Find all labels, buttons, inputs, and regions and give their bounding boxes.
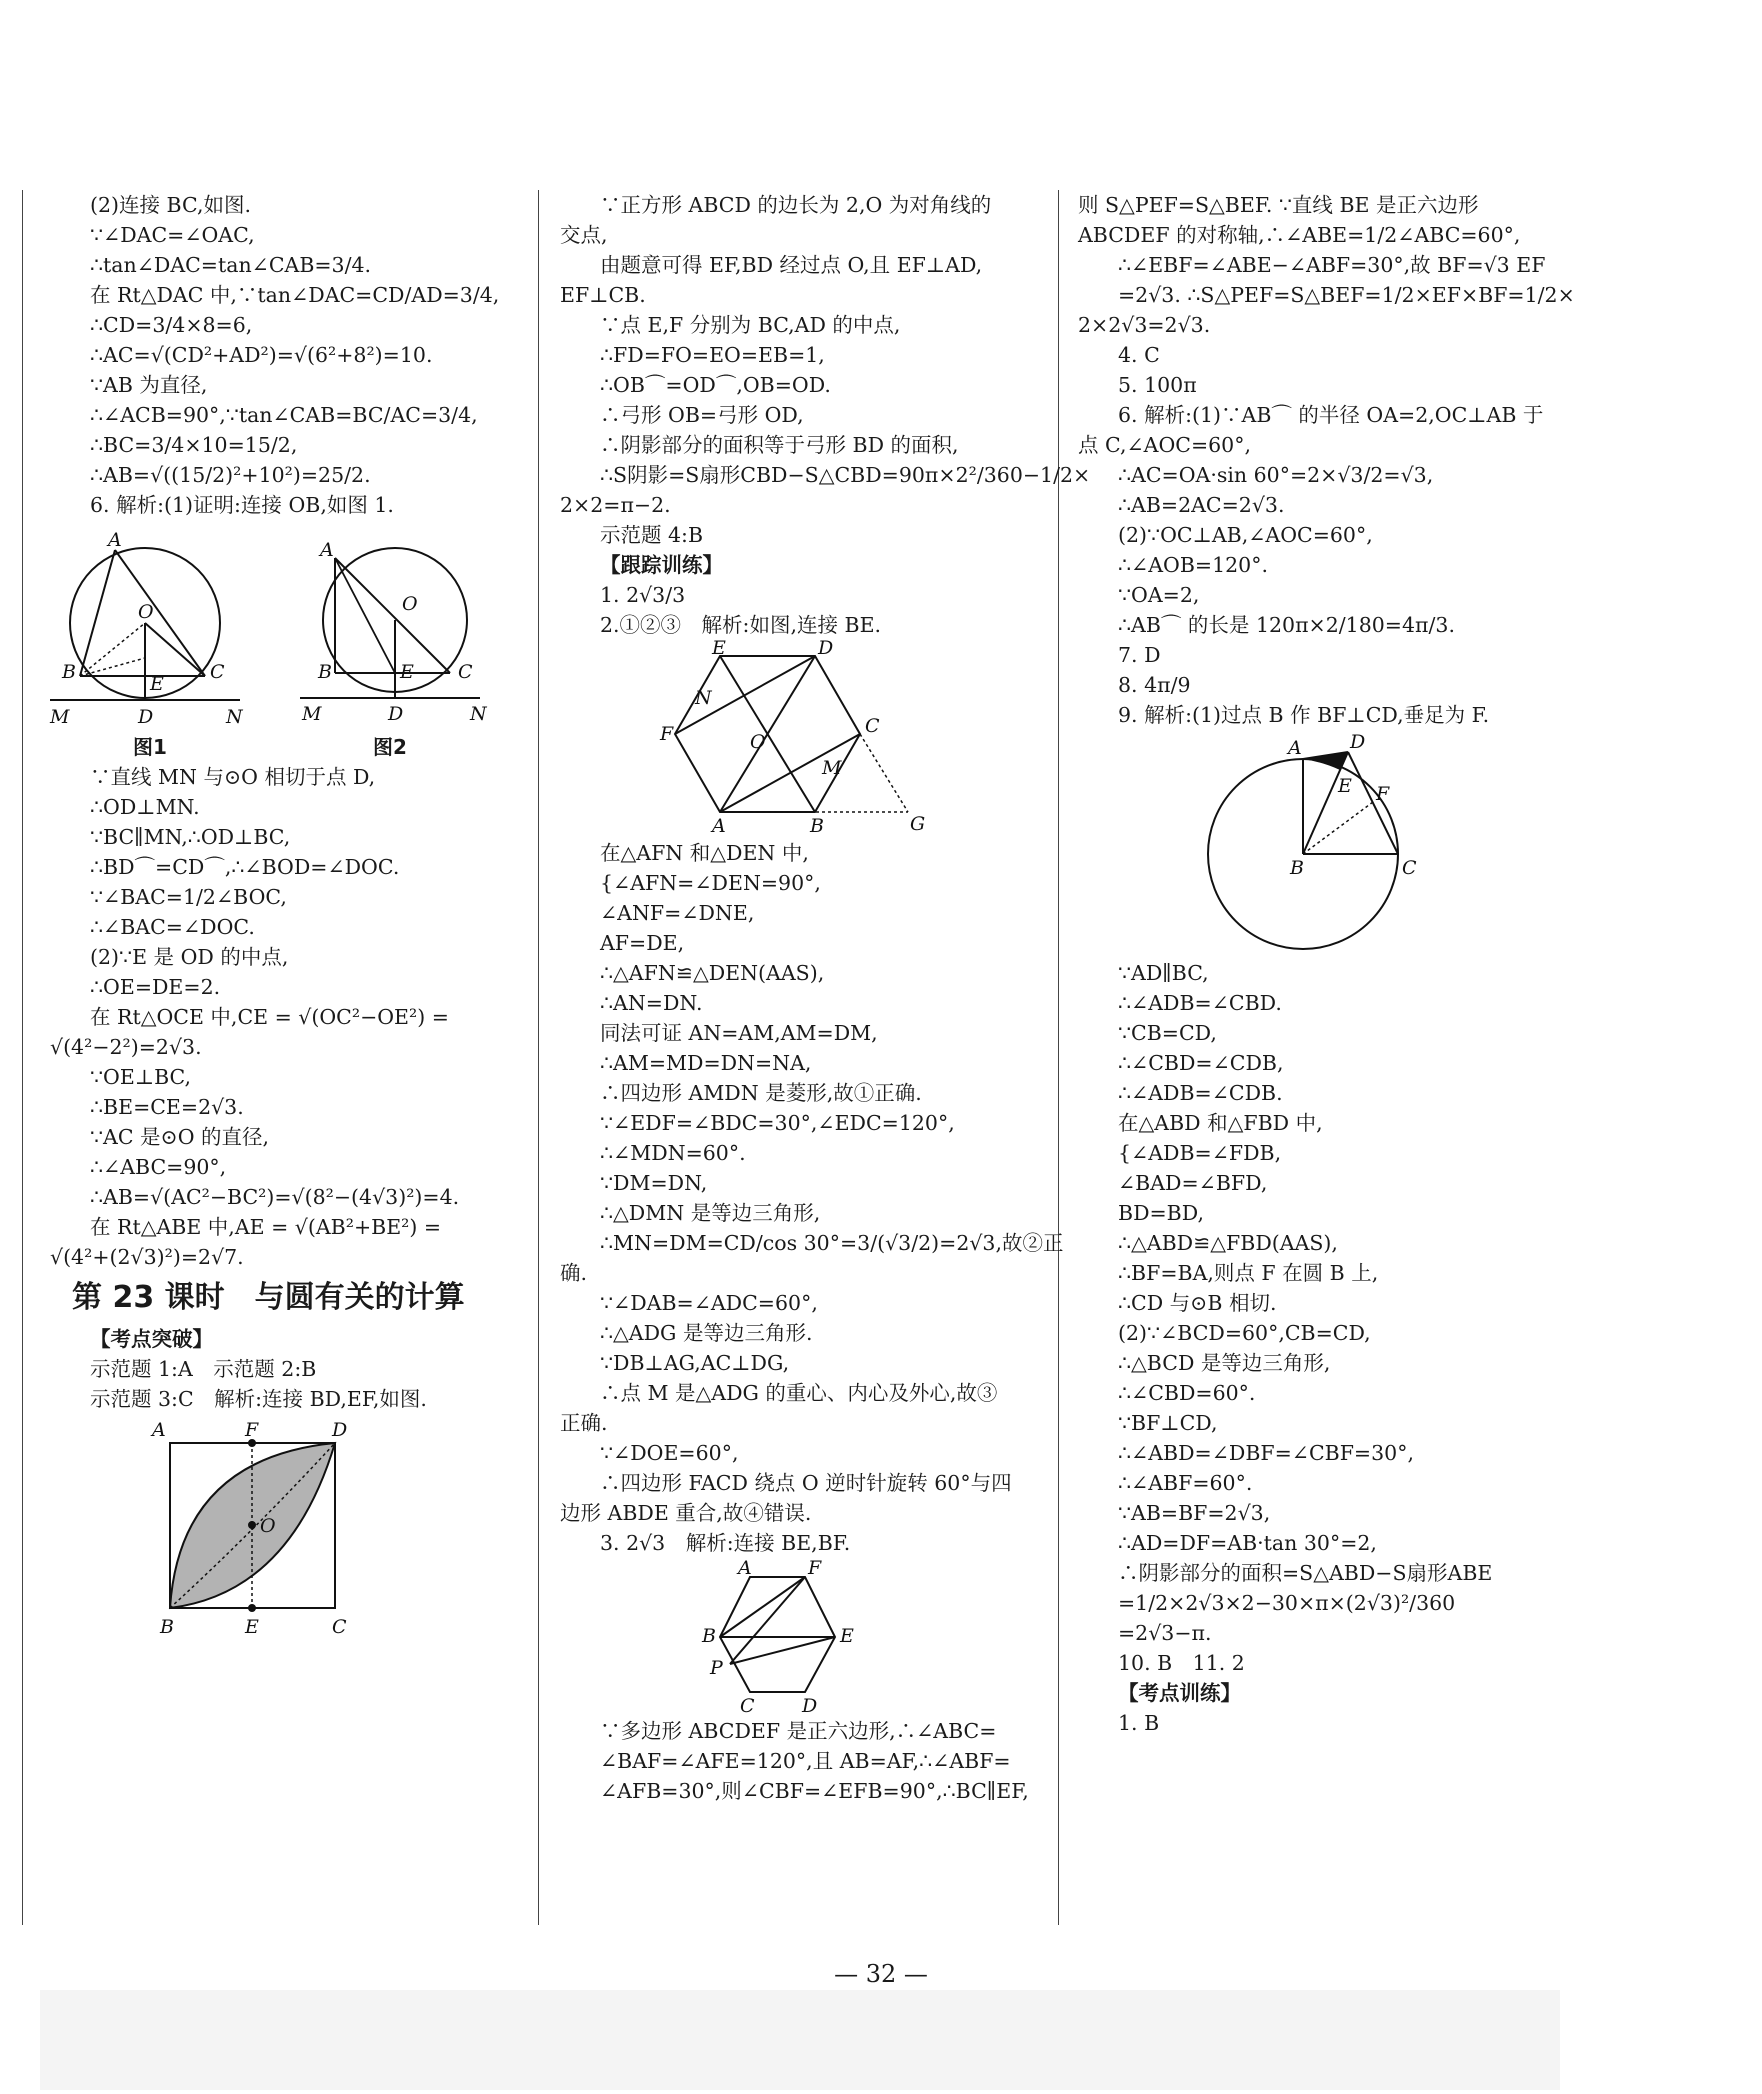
text-line: ∴BF=BA,则点 F 在圆 B 上, [1118, 1261, 1379, 1285]
text-line: ∴AD=DF=AB·tan 30°=2, [1118, 1531, 1377, 1555]
figure-2-caption: 图2 [373, 735, 407, 759]
text-line: ∵∠BAC=1/2∠BOC, [90, 885, 287, 909]
svg-text:D: D [802, 1695, 818, 1717]
figure-1-diagram [50, 528, 250, 728]
text-line: 同法可证 AN=AM,AM=DM, [600, 1021, 878, 1045]
svg-text:E: E [245, 1616, 259, 1638]
text-line: ∴∠CBD=60°. [1118, 1381, 1256, 1405]
col3-text-b [1078, 958, 1568, 1738]
text-line: ∴tan∠DAC=tan∠CAB=3/4. [90, 253, 372, 277]
text-line: 示范题 1:A 示范题 2:B [90, 1357, 317, 1381]
text-line: {∠AFN=∠DEN=90°, [600, 871, 821, 895]
text-line: 示范题 3:C 解析:连接 BD,EF,如图. [90, 1387, 427, 1411]
svg-text:N: N [470, 703, 487, 725]
svg-text:A: A [1288, 737, 1302, 759]
text-line: ∴FD=FO=EO=EB=1, [600, 343, 825, 367]
text-line: ∵点 E,F 分别为 BC,AD 的中点, [600, 313, 901, 337]
svg-text:F: F [660, 723, 674, 745]
text-line: ∴CD=3/4×8=6, [90, 313, 253, 337]
text-line: 边形 ABDE 重合,故④错误. [560, 1501, 812, 1525]
svg-text:A: A [738, 1557, 752, 1579]
text-line: =2√3. ∴S△PEF=S△BEF=1/2×EF×BF=1/2× [1118, 283, 1575, 307]
column-divider-1 [538, 190, 539, 1925]
svg-text:D: D [1350, 731, 1366, 753]
text-line: ∴BC=3/4×10=15/2, [90, 433, 298, 457]
text-line: 【考点突破】 [90, 1327, 213, 1351]
text-line: ∠BAF=∠AFE=120°,且 AB=AF,∴∠ABF= [600, 1749, 1011, 1773]
figures-1-2 [50, 524, 520, 762]
svg-text:E: E [150, 673, 164, 695]
text-line: ∴AN=DN. [600, 991, 703, 1015]
text-line: ∵AD∥BC, [1118, 961, 1209, 985]
text-line: 在 Rt△ABE 中,AE = √(AB²+BE²) = [90, 1215, 442, 1239]
svg-text:E: E [712, 637, 726, 659]
svg-text:P: P [710, 1657, 723, 1679]
text-line: 在 Rt△DAC 中,∵tan∠DAC=CD/AD=3/4, [90, 283, 500, 307]
text-line: 5. 100π [1118, 373, 1197, 397]
text-line: ∴MN=DM=CD/cos 30°=3/(√3/2)=2√3,故②正 [600, 1231, 1064, 1255]
text-line: ∴AC=OA·sin 60°=2×√3/2=√3, [1118, 463, 1434, 487]
svg-text:A: A [108, 529, 122, 551]
col2-text-a [560, 190, 1091, 640]
text-line: ∴AB=√((15/2)²+10²)=25/2. [90, 463, 371, 487]
text-line: ∵∠EDF=∠BDC=30°,∠EDC=120°, [600, 1111, 955, 1135]
svg-text:A: A [152, 1419, 166, 1441]
text-line: ∵OE⊥BC, [90, 1065, 192, 1089]
text-line: 【跟踪训练】 [600, 553, 723, 577]
text-line: ∴AB=2AC=2√3. [1118, 493, 1285, 517]
column-divider-2 [1058, 190, 1059, 1925]
svg-text:B: B [702, 1625, 716, 1647]
col2-text-b [560, 838, 1064, 1558]
text-line: ∴AB⌒ 的长是 120π×2/180=4π/3. [1118, 613, 1455, 637]
hexagon-figure-2 [690, 1557, 910, 1717]
text-line: (2)∵E 是 OD 的中点, [90, 945, 289, 969]
svg-text:A: A [320, 539, 334, 561]
svg-text:O: O [402, 593, 418, 615]
text-line: ∴S阴影=S扇形CBD−S△CBD=90π×2²/360−1/2× [600, 463, 1091, 487]
text-line: ∴BE=CE=2√3. [90, 1095, 244, 1119]
text-line: (2)连接 BC,如图. [90, 193, 251, 217]
text-line: ∴△ABD≌△FBD(AAS), [1118, 1231, 1338, 1255]
text-line: ∴OB⌒=OD⌒,OB=OD. [600, 373, 831, 397]
text-line: ∵∠DAC=∠OAC, [90, 223, 255, 247]
text-line: ∵直线 MN 与⊙O 相切于点 D, [90, 765, 376, 789]
text-line: ∴BD⌒=CD⌒,∴∠BOD=∠DOC. [90, 855, 400, 879]
text-line: ∴点 M 是△ADG 的重心、内心及外心,故③ [600, 1381, 998, 1405]
text-line: ∴OE=DE=2. [90, 975, 221, 999]
col1-text-a [50, 190, 520, 520]
text-line: ∵DM=DN, [600, 1171, 708, 1195]
svg-text:F: F [808, 1557, 822, 1579]
text-line: ∵∠DOE=60°, [600, 1441, 739, 1465]
text-line: ∵AB=BF=2√3, [1118, 1501, 1271, 1525]
text-line: 确. [560, 1261, 588, 1285]
col1-text-c [50, 1324, 520, 1414]
text-line: =1/2×2√3×2−30×π×(2√3)²/360 [1118, 1591, 1456, 1615]
text-line: ∴∠CBD=∠CDB, [1118, 1051, 1284, 1075]
text-line: ∴∠ABC=90°, [90, 1155, 227, 1179]
text-line: 示范题 4:B [600, 523, 704, 547]
text-line: ∴△AFN≌△DEN(AAS), [600, 961, 825, 985]
svg-text:D: D [818, 637, 834, 659]
svg-text:C: C [210, 661, 225, 683]
svg-text:A: A [712, 815, 726, 837]
text-line: 8. 4π/9 [1118, 673, 1191, 697]
text-line: 3. 2√3 解析:连接 BE,BF. [600, 1531, 851, 1555]
svg-text:D: D [388, 703, 404, 725]
text-line: 在 Rt△OCE 中,CE = √(OC²−OE²) = [90, 1005, 449, 1029]
text-line: ∠BAD=∠BFD, [1118, 1171, 1268, 1195]
text-line: 由题意可得 EF,BD 经过点 O,且 EF⊥AD, [600, 253, 983, 277]
text-line: ∴∠ABD=∠DBF=∠CBF=30°, [1118, 1441, 1414, 1465]
svg-text:M: M [302, 703, 322, 725]
col2-text-c [560, 1716, 1040, 1806]
svg-text:D: D [138, 706, 154, 728]
text-line: ∠AFB=30°,则∠CBF=∠EFB=90°,∴BC∥EF, [600, 1779, 1029, 1803]
text-line: ∵OA=2, [1118, 583, 1200, 607]
scan-shadow [40, 1990, 1560, 2090]
text-line: 9. 解析:(1)过点 B 作 BF⊥CD,垂足为 F. [1118, 703, 1490, 727]
svg-text:N: N [695, 687, 712, 709]
svg-text:C: C [332, 1616, 347, 1638]
text-line: 2×2=π−2. [560, 493, 671, 517]
text-line: ∵∠DAB=∠ADC=60°, [600, 1291, 818, 1315]
text-line: ∴∠ACB=90°,∵tan∠CAB=BC/AC=3/4, [90, 403, 478, 427]
text-line: 正确. [560, 1411, 608, 1435]
text-line: ∴OD⊥MN. [90, 795, 200, 819]
square-figure [140, 1418, 360, 1648]
svg-text:C: C [740, 1695, 755, 1717]
svg-text:F: F [245, 1419, 259, 1441]
text-line: ∴∠ABF=60°. [1118, 1471, 1253, 1495]
svg-text:O: O [750, 731, 766, 753]
svg-text:C: C [865, 715, 880, 737]
text-line: 4. C [1118, 343, 1160, 367]
lesson-heading: 第 23 课时 与圆有关的计算 [72, 1280, 465, 1315]
text-line: ∴CD 与⊙B 相切. [1118, 1291, 1277, 1315]
text-line: ∴AM=MD=DN=NA, [600, 1051, 812, 1075]
text-line: ∴∠ADB=∠CDB. [1118, 1081, 1283, 1105]
text-line: {∠ADB=∠FDB, [1118, 1141, 1282, 1165]
text-line: ∴△DMN 是等边三角形, [600, 1201, 821, 1225]
svg-text:D: D [332, 1419, 348, 1441]
text-line: √(4²−2²)=2√3. [50, 1035, 202, 1059]
svg-text:E: E [400, 661, 414, 683]
text-line: 7. D [1118, 643, 1161, 667]
text-line: ∴∠AOB=120°. [1118, 553, 1268, 577]
column-middle [560, 190, 1091, 1930]
col1-text-b [50, 762, 520, 1272]
text-line: ∴四边形 FACD 绕点 O 逆时针旋转 60°与四 [600, 1471, 1012, 1495]
text-line: ∴AB=√(AC²−BC²)=√(8²−(4√3)²)=4. [90, 1185, 460, 1209]
text-line: 2×2√3=2√3. [1078, 313, 1211, 337]
text-line: 6. 解析:(1)∵AB⌒ 的半径 OA=2,OC⊥AB 于 [1118, 403, 1544, 427]
figure-2 [290, 524, 490, 762]
text-line: ∴∠ADB=∠CBD. [1118, 991, 1282, 1015]
text-line: 1. B [1118, 1711, 1160, 1735]
text-line: ∴△BCD 是等边三角形, [1118, 1351, 1331, 1375]
svg-text:G: G [910, 813, 926, 835]
text-line: 6. 解析:(1)证明:连接 OB,如图 1. [90, 493, 394, 517]
text-line: √(4²+(2√3)²)=2√7. [50, 1245, 244, 1269]
figure-1-caption: 图1 [133, 735, 167, 759]
text-line: ABCDEF 的对称轴,∴∠ABE=1/2∠ABC=60°, [1078, 223, 1521, 247]
svg-text:E: E [840, 1625, 854, 1647]
text-line: 【考点训练】 [1118, 1681, 1241, 1705]
text-line: 则 S△PEF=S△BEF. ∵直线 BE 是正六边形 [1078, 193, 1479, 217]
text-line: AF=DE, [600, 931, 685, 955]
text-line: =2√3−π. [1118, 1621, 1212, 1645]
svg-text:M: M [822, 757, 842, 779]
text-line: ∵多边形 ABCDEF 是正六边形,∴∠ABC= [600, 1719, 997, 1743]
svg-text:B: B [1290, 857, 1304, 879]
text-line: ∵AB 为直径, [90, 373, 208, 397]
text-line: 点 C,∠AOC=60°, [1078, 433, 1251, 457]
text-line: ∴AC=√(CD²+AD²)=√(6²+8²)=10. [90, 343, 433, 367]
svg-text:O: O [260, 1515, 276, 1537]
left-border-rule [22, 190, 23, 1925]
text-line: ∵正方形 ABCD 的边长为 2,O 为对角线的 [600, 193, 992, 217]
text-line: ∵CB=CD, [1118, 1021, 1217, 1045]
text-line: ∴∠MDN=60°. [600, 1141, 746, 1165]
hexagon-figure [660, 637, 960, 837]
svg-text:F: F [1376, 783, 1390, 805]
text-line: BD=BD, [1118, 1201, 1204, 1225]
text-line: ∴四边形 AMDN 是菱形,故①正确. [600, 1081, 922, 1105]
text-line: 1. 2√3/3 [600, 583, 686, 607]
text-line: 2.①②③ 解析:如图,连接 BE. [600, 613, 882, 637]
text-line: EF⊥CB. [560, 283, 646, 307]
text-line: ∴∠BAC=∠DOC. [90, 915, 255, 939]
text-line: ∴∠EBF=∠ABE−∠ABF=30°,故 BF=√3 EF [1118, 253, 1546, 277]
figure-2-diagram [290, 528, 490, 728]
text-line: 交点, [560, 223, 608, 247]
text-line: ∵DB⊥AG,AC⊥DG, [600, 1351, 790, 1375]
text-line: ∵BC∥MN,∴OD⊥BC, [90, 825, 291, 849]
text-line: 在△ABD 和△FBD 中, [1118, 1111, 1323, 1135]
circle-tangent-figure [1208, 731, 1448, 954]
column-right [1078, 190, 1575, 1930]
svg-text:M: M [50, 706, 70, 728]
page-number: — 32 — [834, 1960, 928, 1988]
text-line: (2)∵∠BCD=60°,CB=CD, [1118, 1321, 1371, 1345]
svg-text:B: B [810, 815, 824, 837]
svg-text:B: B [318, 661, 332, 683]
figure-1 [50, 524, 250, 762]
text-line: ∴阴影部分的面积=S△ABD−S扇形ABE [1118, 1561, 1493, 1585]
text-line: ∵AC 是⊙O 的直径, [90, 1125, 270, 1149]
text-line: ∴弓形 OB=弓形 OD, [600, 403, 804, 427]
col3-text-a [1078, 190, 1575, 730]
svg-text:N: N [226, 706, 243, 728]
text-line: ∠ANF=∠DNE, [600, 901, 755, 925]
svg-text:B: B [160, 1616, 174, 1638]
text-line: ∴阴影部分的面积等于弓形 BD 的面积, [600, 433, 959, 457]
svg-text:E: E [1338, 775, 1352, 797]
svg-text:B: B [62, 661, 76, 683]
text-line: ∵BF⊥CD, [1118, 1411, 1218, 1435]
text-line: (2)∵OC⊥AB,∠AOC=60°, [1118, 523, 1373, 547]
column-left [50, 190, 520, 1930]
svg-text:O: O [138, 601, 154, 623]
text-line: 10. B 11. 2 [1118, 1651, 1245, 1675]
svg-text:C: C [1402, 857, 1417, 879]
text-line: 在△AFN 和△DEN 中, [600, 841, 809, 865]
text-line: ∴△ADG 是等边三角形. [600, 1321, 813, 1345]
svg-text:C: C [458, 661, 473, 683]
